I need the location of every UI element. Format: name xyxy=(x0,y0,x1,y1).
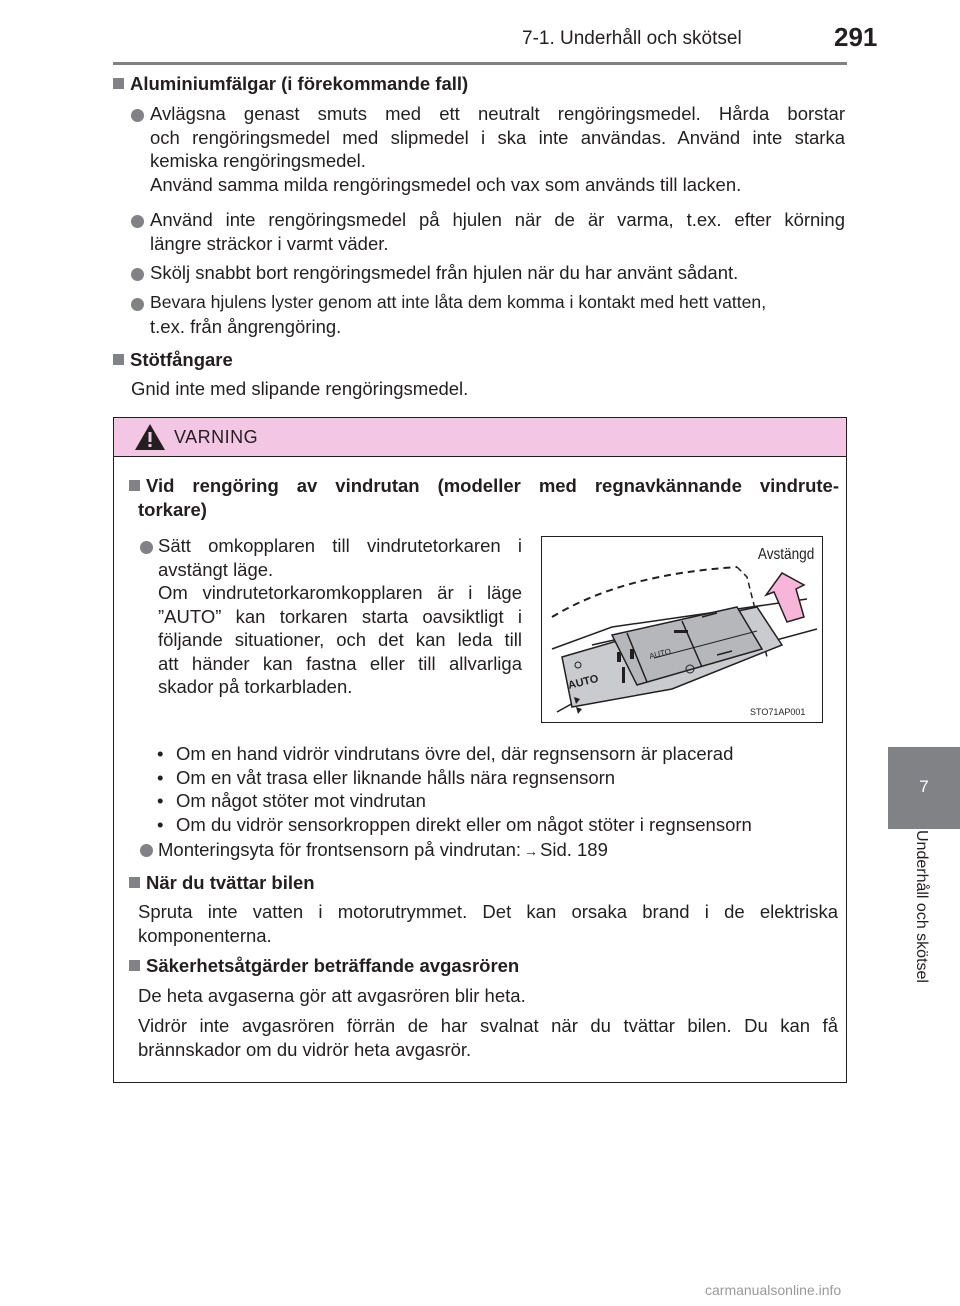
round-bullet-icon xyxy=(131,268,144,281)
list-item: • Om något stöter mot vindrutan xyxy=(155,789,752,813)
mounting-surface-text: Monteringsyta för frontsensorn på vindrutan: → Sid. 189 xyxy=(158,839,608,860)
page-reference-link[interactable]: Sid. 189 xyxy=(540,839,608,860)
watermark: carmanualsonline.info xyxy=(705,1282,842,1298)
pink-direction-arrow-icon xyxy=(766,573,804,622)
wheels-item-2: Använd inte rengöringsmedel på hjulen när de är varma, t.ex. efter körning längre sträckor i varmt väder. xyxy=(150,209,845,254)
exhaust-text-2: Vidrör inte avgasrören förrän de har svalnat när du tvättar bilen. Du kan få brännskador om du vidrör heta avgasrör. xyxy=(138,1015,838,1060)
wheels-item-4: Bevara hjulens lyster genom att inte låta dem komma i kontakt med hett vatten, t.ex. från ångrengöring. xyxy=(150,292,767,337)
figure-code: STO71AP001 xyxy=(750,707,806,717)
header-rule xyxy=(113,62,847,65)
square-bullet-icon xyxy=(113,354,124,365)
square-bullet-icon xyxy=(113,78,124,89)
bumper-heading: Stötfångare xyxy=(113,348,233,372)
list-item: • Om du vidrör sensorkroppen direkt eller om något stöter i regnsensorn xyxy=(155,813,752,837)
round-bullet-icon xyxy=(131,109,144,122)
square-bullet-icon xyxy=(129,480,140,491)
figure-callout-label: Avstängd xyxy=(757,546,815,564)
square-bullet-icon xyxy=(129,877,140,888)
warning-header xyxy=(114,418,846,457)
wheels-heading: Aluminiumfälgar (i förekommande fall) xyxy=(113,72,468,96)
sensor-situation-list xyxy=(155,742,752,836)
warning-title: VARNING xyxy=(174,427,259,447)
chapter-label: Underhåll och skötsel xyxy=(913,830,930,983)
exhaust-text-1: De heta avgaserna gör att avgasrören blir heta. xyxy=(138,985,526,1006)
bumper-text: Gnid inte med slipande rengöringsmedel. xyxy=(131,378,469,399)
chapter-number: 7 xyxy=(919,777,929,796)
auto-mode-label: AUTO xyxy=(566,672,600,692)
round-bullet-icon xyxy=(140,844,153,857)
round-bullet-icon xyxy=(140,541,153,554)
round-bullet-icon xyxy=(131,298,144,311)
wiper-switch-text: Sätt omkopplaren till vindrutetorkaren i avstängt läge. Om vindrutetorkaromkopplaren är i läge ”AUTO” kan torkaren starta oavsiktligt i följande situationer, och det kan leda till att händer kan fastna eller till allvarliga skador på torkarbladen. xyxy=(158,535,522,697)
wiper-switch-illustration xyxy=(542,537,822,722)
chapter-tab xyxy=(888,747,960,829)
windshield-heading: Vid rengöring av vindrutan (modeller med regnavkännande vindrute- torkare) xyxy=(129,474,839,521)
exhaust-heading: Säkerhetsåtgärder beträffande avgasrören xyxy=(129,954,519,978)
car-wash-heading: När du tvättar bilen xyxy=(129,871,315,895)
wheels-item-3: Skölj snabbt bort rengöringsmedel från hjulen när du har använt sådant. xyxy=(150,262,739,283)
warning-triangle-icon xyxy=(134,423,166,451)
list-item: • Om en hand vidrör vindrutans övre del, där regnsensorn är placerad xyxy=(155,742,752,766)
square-bullet-icon xyxy=(129,960,140,971)
page-reference-arrow-icon: → xyxy=(524,843,538,859)
page-number: 291 xyxy=(834,22,878,52)
list-item: • Om en våt trasa eller liknande hålls nära regnsensorn xyxy=(155,766,752,790)
header-section-title: 7-1. Underhåll och skötsel xyxy=(522,28,742,49)
wiper-switch-figure xyxy=(541,536,823,723)
round-bullet-icon xyxy=(131,215,144,228)
auto-mode-label-small: AUTO xyxy=(648,646,672,661)
car-wash-text: Spruta inte vatten i motorutrymmet. Det kan orsaka brand i de elektriska komponenterna. xyxy=(138,901,838,946)
wheels-item-1: Avlägsna genast smuts med ett neutralt rengöringsmedel. Hårda borstar och rengöringsmedel med slipmedel i ska inte användas. Använd inte starka kemiska rengöringsmedel. Använd samma milda rengöringsmedel och vax som används till lacken. xyxy=(150,103,845,195)
